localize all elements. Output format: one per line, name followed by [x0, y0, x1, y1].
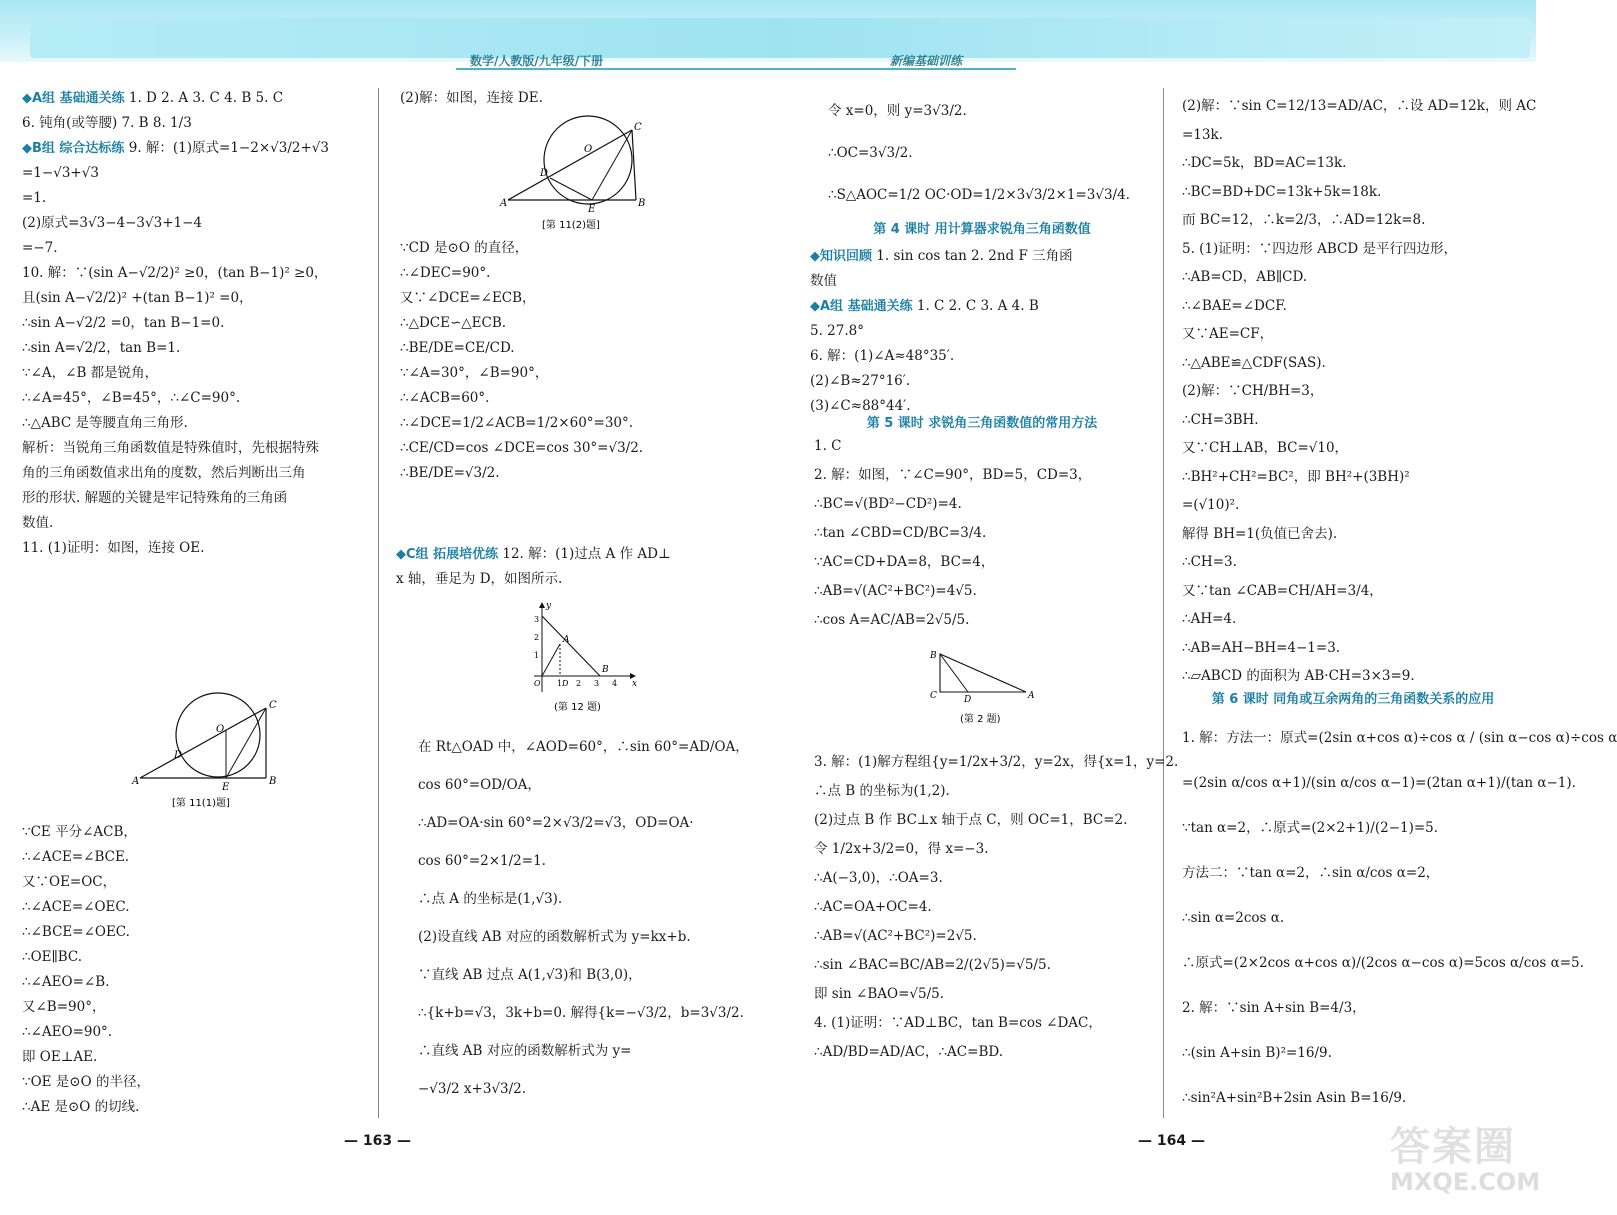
answer-line: 令 x=0，则 y=3√3/2. [828, 103, 967, 119]
svg-text:E: E [588, 204, 596, 215]
svg-text:A: A [132, 776, 140, 787]
answer-line: ∴sin ∠BAC=BC/AB=2/(2√5)=√5/5. [814, 957, 1051, 973]
answer-line: ∴AH=4. [1182, 611, 1237, 627]
answer-line: ∴S△AOC=1/2 OC·OD=1/2×3√3/2×1=3√3/4. [828, 187, 1130, 203]
svg-text:1: 1 [557, 679, 563, 688]
answer-line: ∴∠ACE=∠OEC. [22, 899, 130, 915]
answer-line: =13k. [1182, 126, 1223, 143]
answer-line: ∴∠DCE=1/2∠ACB=1/2×60°=30°. [400, 415, 634, 431]
answer-line: (2)设直线 AB 对应的函数解析式为 y=kx+b. [418, 929, 691, 945]
fig11-1-caption: [第 11(1)题] [172, 798, 230, 809]
svg-text:O: O [534, 679, 541, 688]
answer-line: 3. 解：(1)解方程组{y=1/2x+3/2，y=2x，得{x=1，y=2. [814, 754, 1179, 770]
answer-line: ∴∠DEC=90°. [400, 265, 491, 281]
svg-text:C: C [269, 700, 277, 711]
section-heading: ◆A组 基础通关练 [22, 91, 125, 106]
svg-text:4: 4 [612, 679, 618, 688]
answer-line: ∴△ABE≌△CDF(SAS). [1182, 354, 1326, 371]
answer-line: ∵CE 平分∠ACB， [22, 824, 137, 840]
answer-line: 6. 解：(1)∠A≈48°35′. [810, 348, 955, 364]
watermark [1390, 1115, 1541, 1205]
answer-line: x 轴，垂足为 D，如图所示. [396, 571, 563, 587]
svg-text:E: E [222, 782, 230, 793]
answer-line: ∴sin A−√2/2 =0，tan B−1=0. [22, 315, 225, 331]
answer-line: ∴∠BAE=∠DCF. [1182, 297, 1287, 314]
column-2-top [400, 86, 740, 111]
answer-line: ∴(sin A+sin B)²=16/9. [1182, 1045, 1332, 1061]
svg-text:B: B [602, 665, 609, 675]
header-subject: 数学/人教版/九年级/下册 [470, 54, 604, 68]
answer-line: 又∵tan ∠CAB=CH/AH=3/4， [1182, 582, 1383, 599]
section-line [396, 542, 740, 567]
answer-line: 而 BC=12，∴k=2/3，∴AD=12k=8. [1182, 212, 1426, 228]
answer-line: ∴{k+b=√3，3k+b=0. 解得{k=−√3/2，b=3√3/2. [418, 1005, 744, 1021]
answer-line: (3)∠C≈88°44′. [810, 398, 911, 414]
lesson-6-title: 第 6 课时 同角或互余两角的三角函数关系的应用 [1211, 692, 1495, 707]
answer-line: ∵AC=CD+DA=8，BC=4， [814, 554, 995, 570]
answer-line: ∵直线 AB 过点 A(1,√3)和 B(3,0)， [418, 967, 642, 983]
column-3-top [828, 90, 1158, 216]
svg-text:A: A [500, 198, 508, 209]
answer-line: ∴∠ACE=∠BCE. [22, 849, 130, 865]
section-line [22, 136, 374, 161]
answer-line: 解得 BH=1(负值已舍去). [1182, 525, 1338, 542]
answer-line: ∴AD=OA·sin 60°=2×√3/2=√3，OD=OA· [418, 815, 694, 831]
answer-line: (2)解：∵CH/BH=3， [1182, 383, 1324, 399]
section-heading: ◆C组 拓展培优练 [396, 547, 499, 562]
section-answers: 1. D 2. A 3. C 4. B 5. C [124, 90, 284, 106]
column-2-bottom [418, 728, 758, 1108]
section-heading: ◆A组 基础通关练 [810, 299, 913, 314]
answer-line: −√3/2 x+3√3/2. [418, 1081, 527, 1097]
answer-line: ∴AB=√(AC²+BC²)=4√5. [814, 583, 977, 599]
answer-line: 又∵AE=CF， [1182, 326, 1274, 342]
answer-line: =(√10)². [1182, 497, 1240, 513]
answer-line: 5. (1)证明：∵四边形 ABCD 是平行四边形， [1182, 240, 1457, 257]
answer-line: 4. (1)证明：∵AD⊥BC，tan B=cos ∠DAC， [814, 1015, 1102, 1031]
answer-line: 角的三角函数值求出角的度数，然后判断出三角 [22, 465, 306, 481]
svg-text:2: 2 [576, 679, 582, 688]
answer-line: 1. C [814, 438, 842, 454]
answer-line: ∴∠AEO=90°. [22, 1024, 113, 1040]
answer-line: (2)过点 B 作 BC⊥x 轴于点 C，则 OC=1，BC=2. [814, 812, 1128, 828]
answer-line: (2)解：如图，连接 DE. [400, 90, 543, 106]
answer-line: ∴CH=3BH. [1182, 411, 1259, 428]
answer-line: ∵CD 是⊙O 的直径， [400, 240, 529, 256]
answer-line: ∴BC=BD+DC=13k+5k=18k. [1182, 183, 1382, 200]
svg-text:x: x [632, 679, 638, 689]
section-line [810, 244, 1160, 269]
section-line [810, 294, 1160, 319]
answer-line: 又∠B=90°， [22, 999, 106, 1015]
column-4-top [1182, 92, 1537, 691]
answer-line: ∴A(−3,0)，∴OA=3. [814, 870, 943, 886]
answer-line: ∴直线 AB 对应的函数解析式为 y= [418, 1043, 632, 1059]
answer-line: 即 sin ∠BAO=√5/5. [814, 986, 945, 1002]
answer-line: 解析：当锐角三角函数值是特殊值时，先根据特殊 [22, 440, 319, 456]
answer-line: ∴AB=√(AC²+BC²)=2√5. [814, 928, 977, 944]
svg-text:2: 2 [534, 633, 540, 642]
answer-line: 且(sin A−√2/2)² +(tan B−1)² =0， [22, 290, 253, 306]
figure-2 [920, 648, 1050, 728]
answer-line: =1. [22, 190, 47, 206]
answer-line: ∵tan α=2，∴原式=(2×2+1)/(2−1)=5. [1182, 820, 1439, 836]
svg-text:B: B [930, 651, 937, 661]
svg-text:1: 1 [534, 651, 540, 660]
answer-line: ∴AB=CD，AB∥CD. [1182, 269, 1308, 285]
answer-line: 在 Rt△OAD 中，∠AOD=60°，∴sin 60°=AD/OA， [418, 739, 749, 755]
lesson-5-title: 第 5 课时 求锐角三角函数值的常用方法 [866, 416, 1098, 431]
answer-line: ∴AB=AH−BH=4−1=3. [1182, 639, 1341, 656]
answer-line: ∴sin α=2cos α. [1182, 910, 1285, 926]
page-number-right: — 164 — [1138, 1133, 1205, 1149]
answer-line: ∴sin²A+sin²B+2sin Asin B=16/9. [1182, 1090, 1407, 1106]
watermark-logo: 答案圈 [1390, 1124, 1516, 1170]
answer-line: ∵OE 是⊙O 的半径， [22, 1074, 150, 1090]
answer-line: ∴CH=3. [1182, 554, 1237, 570]
column-3-bottom [814, 748, 1179, 1067]
answer-line: 又∵OE=OC， [22, 874, 117, 890]
answer-line: 2. 解：如图，∵∠C=90°，BD=5，CD=3， [814, 467, 1092, 483]
section-answers: 12. 解：(1)过点 A 作 AD⊥ [498, 546, 671, 562]
column-3-lesson5 [814, 432, 1164, 635]
svg-text:O: O [584, 144, 593, 155]
answer-line: ∴AC=OA+OC=4. [814, 899, 932, 915]
answer-line: 1. 解：方法一：原式=(2sin α+cos α)÷cos α / (sin α−cos α)÷cos α [1182, 730, 1617, 746]
column-1 [22, 86, 374, 561]
svg-text:D: D [562, 679, 569, 688]
column-2-middle [400, 236, 740, 486]
svg-text:B: B [269, 776, 277, 787]
answer-line: ∴CE/CD=cos ∠DCE=cos 30°=√3/2. [400, 440, 644, 456]
column-2-c-group [396, 542, 740, 592]
answer-line: ∴∠AEO=∠B. [22, 974, 110, 990]
answer-line: ∴AD/BD=AD/AC，∴AC=BD. [814, 1044, 1003, 1060]
section-heading: ◆B组 综合达标练 [22, 141, 125, 156]
answer-line: 令 1/2x+3/2=0，得 x=−3. [814, 841, 989, 857]
answer-line: ∴△DCE∽△ECB. [400, 315, 507, 331]
answer-line: ∵∠A=30°，∠B=90°， [400, 365, 549, 381]
section-answers: 1. sin cos tan 2. 2nd F 三角函 [872, 248, 1073, 264]
answer-line: ∴OE∥BC. [22, 949, 83, 965]
column-1-continued [22, 820, 374, 1120]
answer-line: ∴sin A=√2/2，tan B=1. [22, 340, 181, 356]
answer-line: 2. 解：∵sin A+sin B=4/3， [1182, 1000, 1366, 1016]
column-4-bottom [1182, 716, 1617, 1121]
answer-line: ∵∠A，∠B 都是锐角， [22, 365, 159, 381]
header-book-title: 新编基础训练 [890, 54, 963, 68]
lesson-4-title: 第 4 课时 用计算器求锐角三角函数值 [873, 222, 1091, 237]
answer-line: (2)原式=3√3−4−3√3+1−4 [22, 215, 203, 231]
fig11-2-caption: [第 11(2)题] [542, 220, 600, 231]
answer-line: 即 OE⊥AE. [22, 1049, 98, 1065]
section-answers: 9. 解：(1)原式=1−2×√3/2+√3 [124, 140, 329, 156]
answer-line: =(2sin α/cos α+1)/(sin α/cos α−1)=(2tan α+1)/(tan α−1). [1182, 775, 1576, 791]
answer-line: 数值 [810, 273, 837, 289]
answer-line: ∴BE/DE=CE/CD. [400, 340, 515, 356]
answer-line: cos 60°=OD/OA， [418, 777, 541, 793]
answer-line: ∴BC=√(BD²−CD²)=4. [814, 496, 962, 512]
answer-line: =−7. [22, 240, 58, 256]
svg-text:D: D [540, 168, 549, 179]
svg-text:D: D [964, 695, 972, 705]
svg-text:C: C [930, 691, 937, 701]
answer-line: 数值. [22, 515, 54, 531]
answer-line: ∴cos A=AC/AB=2√5/5. [814, 612, 970, 628]
figure-12 [520, 600, 640, 715]
answer-line: ∴点 A 的坐标是(1,√3). [418, 891, 563, 907]
column-3-lesson4 [810, 244, 1160, 419]
answer-line: ∴▱ABCD 的面积为 AB·CH=3×3=9. [1182, 668, 1415, 684]
top-banner [0, 0, 1536, 62]
answer-line: ∴∠A=45°，∠B=45°，∴∠C=90°. [22, 390, 241, 406]
svg-text:3: 3 [594, 679, 600, 688]
answer-line: cos 60°=2×1/2=1. [418, 853, 546, 869]
svg-text:A: A [563, 635, 570, 645]
answer-line: ∴BH²+CH²=BC²，即 BH²+(3BH)² [1182, 468, 1410, 485]
header-rule [456, 68, 1016, 70]
answer-line: 11. (1)证明：如图，连接 OE. [22, 540, 205, 556]
answer-line: ∴tan ∠CBD=CD/BC=3/4. [814, 525, 987, 541]
answer-line: 10. 解：∵(sin A−√2/2)² ≥0，(tan B−1)² ≥0， [22, 265, 328, 281]
answer-line: 又∵CH⊥AB，BC=√10， [1182, 440, 1349, 456]
section-line [22, 86, 374, 111]
answer-line: 方法二：∵tan α=2，∴sin α/cos α=2， [1182, 865, 1440, 881]
fig12-caption: (第 12 题) [554, 702, 601, 713]
figure-11-1 [130, 690, 290, 810]
answer-line: ∴AE 是⊙O 的切线. [22, 1099, 140, 1115]
answer-line: ∴点 B 的坐标为(1,2). [814, 783, 950, 799]
banner-strip [30, 18, 1530, 58]
answer-line: =1−√3+√3 [22, 165, 99, 181]
answer-line: ∴∠BCE=∠OEC. [22, 924, 130, 940]
answer-line: (2)解：∵sin C=12/13=AD/AC，∴设 AD=12k，则 AC [1182, 98, 1537, 114]
section-heading: ◆知识回顾 [810, 249, 872, 264]
svg-text:3: 3 [534, 615, 540, 624]
answer-line: ∴OC=3√3/2. [828, 145, 913, 161]
answer-line: 又∵∠DCE=∠ECB， [400, 290, 536, 306]
svg-text:y: y [546, 601, 552, 611]
column-divider-left [378, 88, 379, 1118]
answer-line: ∴BE/DE=√3/2. [400, 465, 500, 481]
svg-text:B: B [638, 198, 646, 209]
fig2-caption: (第 2 题) [960, 714, 1001, 725]
svg-text:D: D [174, 750, 183, 761]
fig11-1-label-O: O [216, 724, 225, 735]
answer-line: 5. 27.8° [810, 323, 864, 339]
answer-line: ∴△ABC 是等腰直角三角形. [22, 415, 188, 431]
answer-line: (2)∠B≈27°16′. [810, 373, 911, 389]
svg-text:A: A [1028, 691, 1035, 701]
answer-line: ∴原式=(2×2cos α+cos α)/(2cos α−cos α)=5cos α/cos α=5. [1182, 955, 1584, 971]
answer-line: ∴∠ACB=60°. [400, 390, 490, 406]
section-answers: 1. C 2. C 3. A 4. B [912, 298, 1039, 314]
answer-line: 6. 钝角(或等腰) 7. B 8. 1/3 [22, 115, 192, 131]
watermark-url: MXQE.COM [1390, 1168, 1541, 1196]
answer-line: ∴DC=5k，BD=AC=13k. [1182, 155, 1347, 171]
figure-11-2 [500, 112, 660, 232]
svg-text:C: C [634, 122, 642, 133]
page-number-left: — 163 — [344, 1133, 411, 1149]
answer-line: 形的形状. 解题的关键是牢记特殊角的三角函 [22, 490, 288, 506]
